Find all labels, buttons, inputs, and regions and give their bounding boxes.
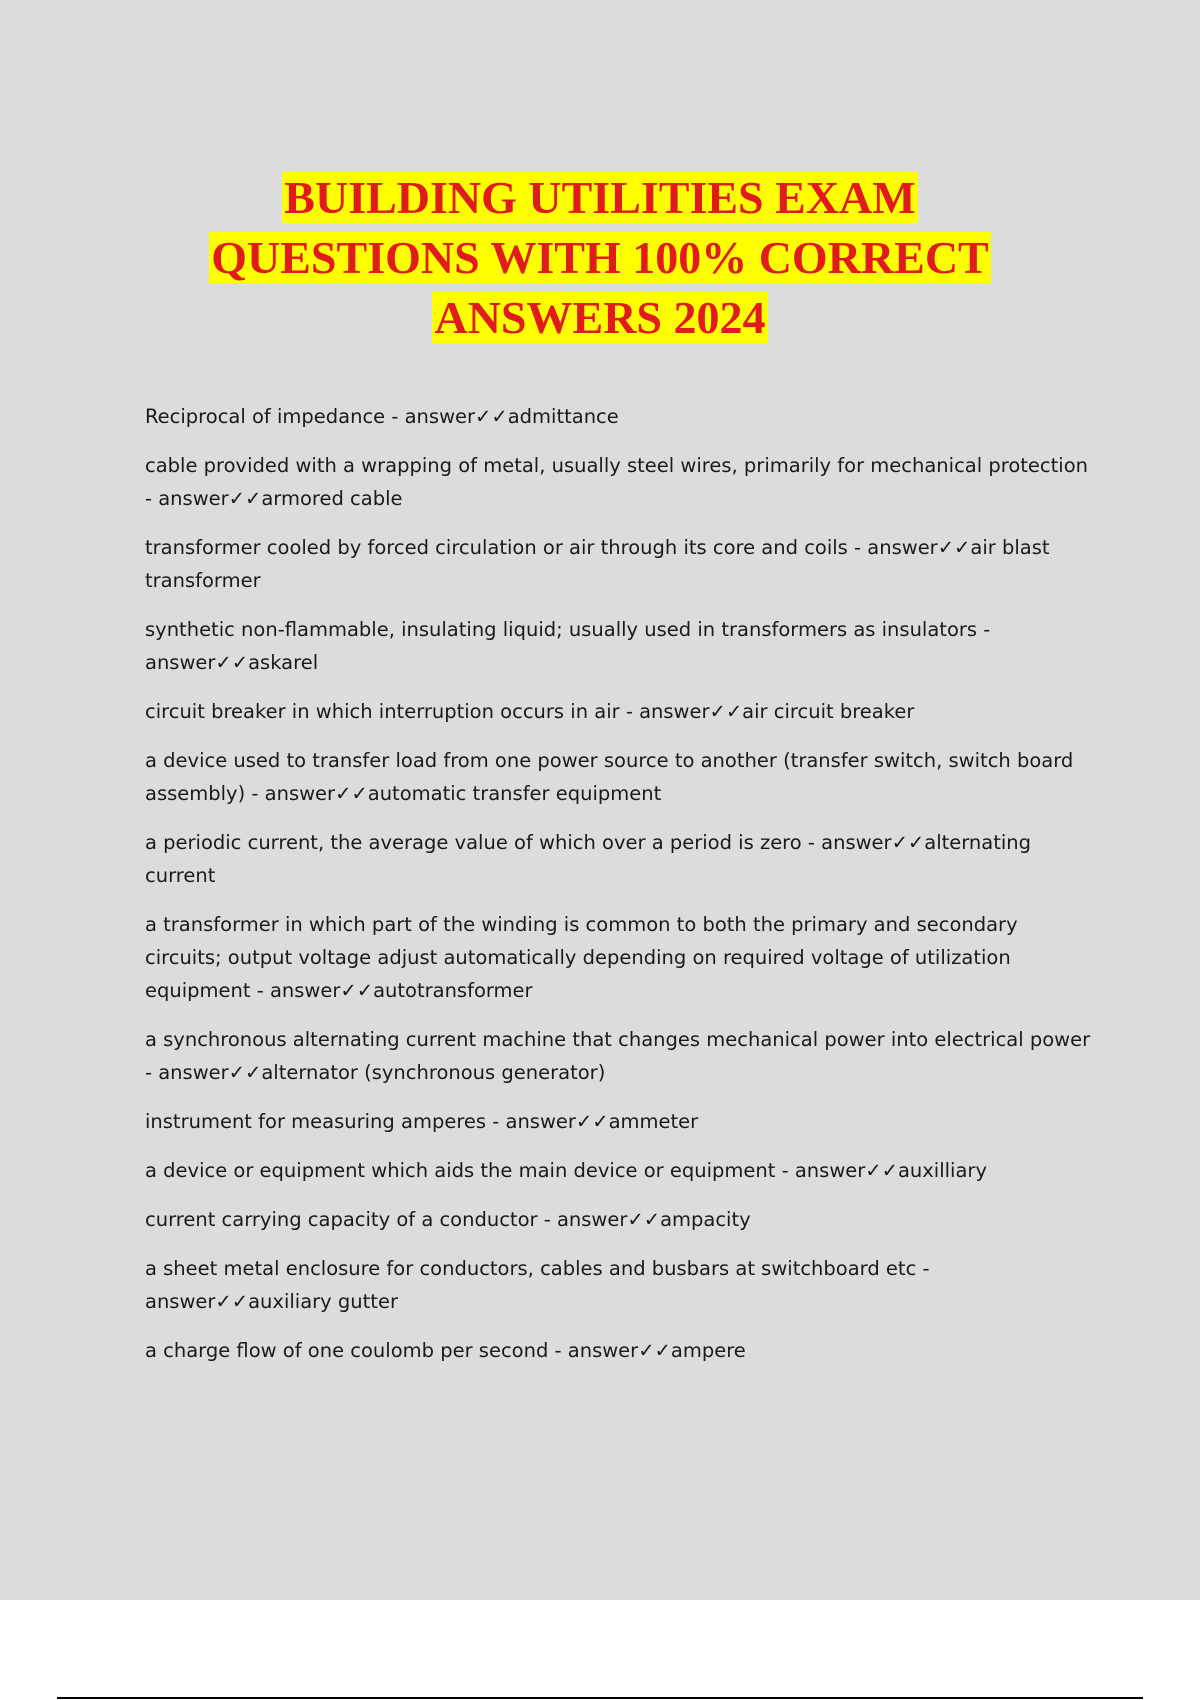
qa-item: synthetic non-flammable, insulating liquid; usually used in transformers as insulators - answer✓✓askarel	[145, 618, 991, 674]
document-title	[100, 168, 1100, 348]
qa-item: transformer cooled by forced circulation or air through its core and coils - answer✓✓air blast transformer	[145, 536, 1050, 592]
qa-item: a periodic current, the average value of which over a period is zero - answer✓✓alternating current	[145, 831, 1032, 887]
qa-item: a sheet metal enclosure for conductors, cables and busbars at switchboard etc - answer✓✓auxiliary gutter	[145, 1257, 930, 1313]
title-line: QUESTIONS WITH 100% CORRECT	[211, 232, 989, 283]
qa-item: circuit breaker in which interruption occurs in air - answer✓✓air circuit breaker	[145, 700, 915, 723]
qa-item: a transformer in which part of the winding is common to both the primary and secondary circuits; output voltage adjust automatically depending on required voltage of utilization equipment - answer✓✓autotransformer	[145, 913, 1018, 1002]
qa-item: instrument for measuring amperes - answer✓✓ammeter	[145, 1110, 699, 1133]
title-line: ANSWERS 2024	[434, 292, 766, 343]
title-line: BUILDING UTILITIES EXAM	[284, 172, 916, 223]
qa-item: a synchronous alternating current machine that changes mechanical power into electrical power - answer✓✓alternator (synchronous generator)	[145, 1028, 1091, 1084]
qa-item: current carrying capacity of a conductor - answer✓✓ampacity	[145, 1208, 751, 1231]
qa-item: a device used to transfer load from one power source to another (transfer switch, switch board assembly) - answer✓✓automatic transfer equipment	[145, 749, 1074, 805]
qa-item: Reciprocal of impedance - answer✓✓admittance	[145, 405, 619, 428]
footer-divider	[57, 1697, 1143, 1699]
qa-item: a device or equipment which aids the main device or equipment - answer✓✓auxilliary	[145, 1159, 987, 1182]
question-answer-list	[145, 400, 1095, 1383]
qa-item: a charge flow of one coulomb per second - answer✓✓ampere	[145, 1339, 746, 1362]
qa-item: cable provided with a wrapping of metal, usually steel wires, primarily for mechanical protection - answer✓✓armored cable	[145, 454, 1088, 510]
